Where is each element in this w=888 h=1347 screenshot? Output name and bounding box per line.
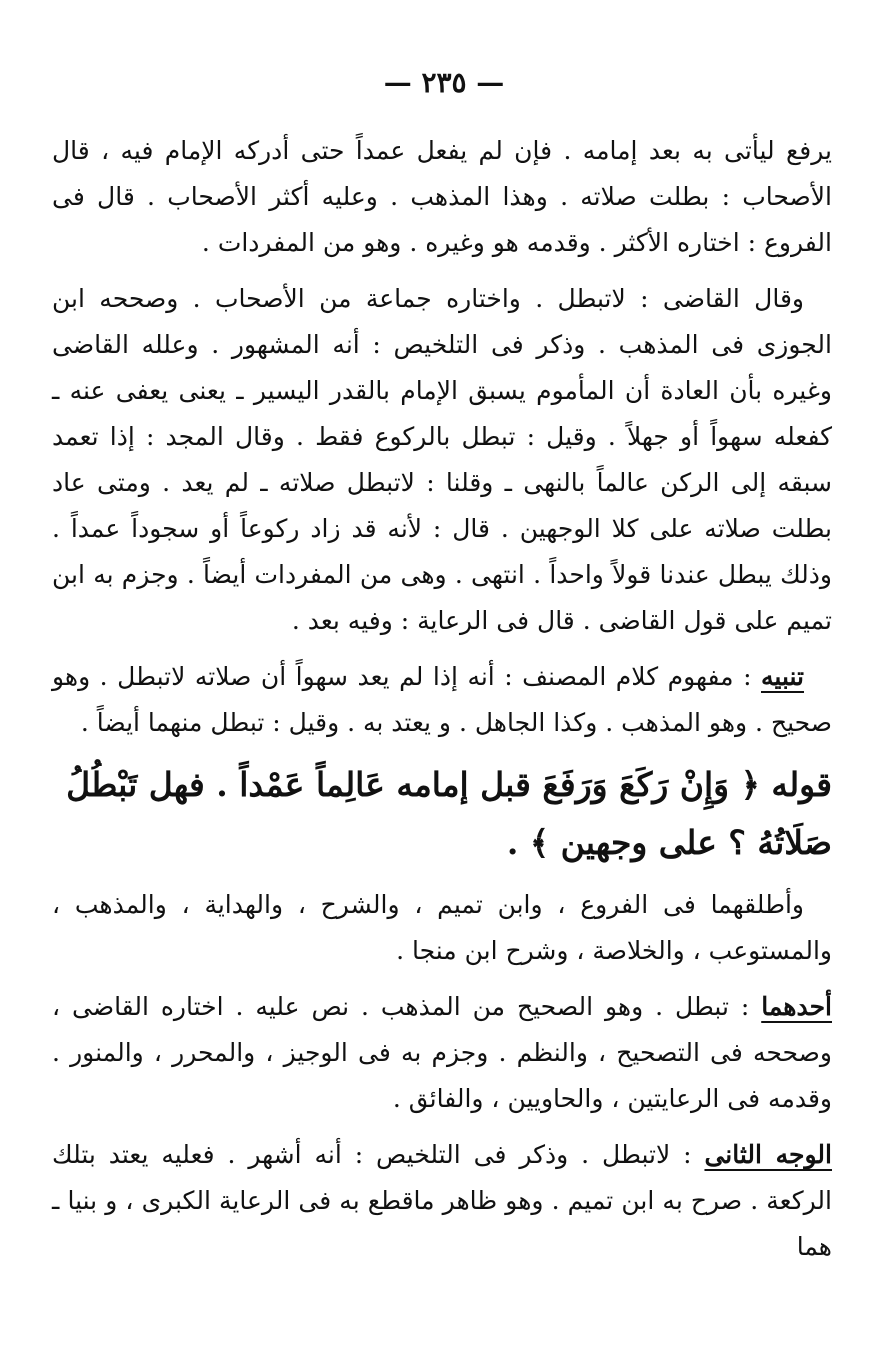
paragraph-4 <box>52 882 832 974</box>
first-view-heading: أحدهما <box>761 992 832 1021</box>
paragraph-text: وأطلقهما فى الفروع ، وابن تميم ، والشرح ، والهداية ، والمذهب ، والمستوعب ، والخلاصة ، وشرح ابن منجا . <box>52 890 832 965</box>
quoted-text <box>52 756 832 872</box>
paragraph-text: وقال القاضى : لاتبطل . واختاره جماعة من الأصحاب . وصححه ابن الجوزى فى المذهب . وذكر فى التلخيص : أنه المشهور . وعلله القاضى وغيره بأن العادة أن المأموم يسبق الإمام بالقدر اليسير ـ يعنى يعفى عنه ـ كفعله سهواً أو جهلاً . وقيل : تبطل بالركوع فقط . وقال المجد : إذا تعمد سبقه إلى الركن عالماً بالنهى ـ وقلنا : لاتبطل صلاته ـ لم يعد . ومتى عاد بطلت صلاته على كلا الوجهين . قال : لأنه قد زاد ركوعاً أو سجوداً عمداً . وذلك يبطل عندنا قولاً واحداً . انتهى . وهى من المفردات أيضاً . وجزم به ابن تميم على قول القاضى . قال فى الرعاية : وفيه بعد . <box>52 284 832 635</box>
paragraph-text: : مفهوم كلام المصنف : أنه إذا لم يعد سهواً أن صلاته لاتبطل . وهو صحيح . وهو المذهب . وكذا الجاهل . و يعتد به . وقيل : تبطل منهما أيضاً . <box>52 662 832 737</box>
paragraph-text: : تبطل . وهو الصحيح من المذهب . نص عليه . اختاره القاضى ، وصححه فى التصحيح ، والنظم . وجزم به فى الوجيز ، والمحرر ، والمنور . وقدمه فى الرعايتين ، والحاويين ، والفائق . <box>52 992 832 1113</box>
paragraph-2 <box>52 276 832 644</box>
paragraph-second-view <box>52 1132 832 1270</box>
paragraph-note <box>52 654 832 746</box>
paragraph-text: يرفع ليأتى به بعد إمامه . فإن لم يفعل عمداً حتى أدركه الإمام فيه ، قال الأصحاب : بطلت صلاته . وهذا المذهب . وعليه أكثر الأصحاب . قال فى الفروع : اختاره الأكثر . وقدمه هو وغيره . وهو من المفردات . <box>52 136 832 257</box>
paragraph-1 <box>52 128 832 266</box>
body-text <box>52 128 832 1280</box>
paragraph-text: : لاتبطل . وذكر فى التلخيص : أنه أشهر . فعليه يعتد بتلك الركعة . صرح به ابن تميم . وهو ظاهر ماقطع به فى الرعاية الكبرى ، و بنيا ـ هما <box>52 1140 832 1261</box>
note-heading: تنبيه <box>761 662 804 691</box>
page-number: — ٢٣٥ — <box>383 66 505 99</box>
quote-text: قوله ﴿ وَإِنْ رَكَعَ وَرَفَعَ قبل إمامه عَالِماً عَمْداً . فهل تَبْطُلُ صَلَاتُهُ ؟ على وجهين ﴾ . <box>66 765 832 862</box>
paragraph-first-view <box>52 984 832 1122</box>
second-view-heading: الوجه الثانى <box>704 1140 832 1169</box>
